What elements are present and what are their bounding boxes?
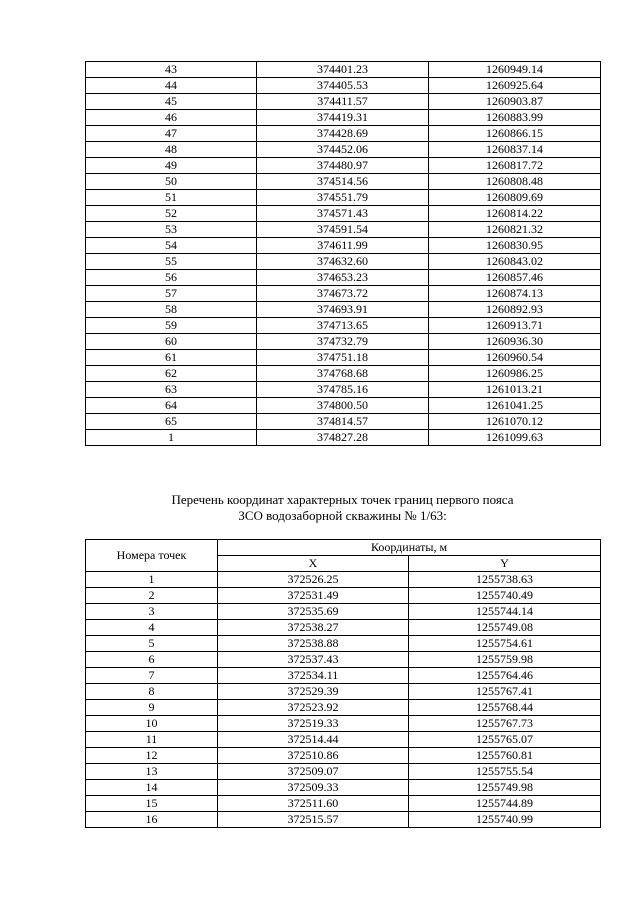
y-coordinate-cell: 1260913.71 (429, 318, 601, 334)
x-coordinate-cell: 374480.97 (257, 158, 429, 174)
x-coordinate-cell: 372529.39 (218, 684, 409, 700)
header-y: Y (409, 556, 601, 572)
point-number-cell: 48 (86, 142, 257, 158)
y-coordinate-cell: 1255765.07 (409, 732, 601, 748)
point-number-cell: 15 (86, 796, 218, 812)
y-coordinate-cell: 1260821.32 (429, 222, 601, 238)
y-coordinate-cell: 1260830.95 (429, 238, 601, 254)
y-coordinate-cell: 1261070.12 (429, 414, 601, 430)
x-coordinate-cell: 374653.23 (257, 270, 429, 286)
y-coordinate-cell: 1255760.81 (409, 748, 601, 764)
table-row (86, 206, 601, 222)
table-row (86, 142, 601, 158)
point-number-cell: 43 (86, 62, 257, 78)
point-number-cell: 59 (86, 318, 257, 334)
point-number-cell: 45 (86, 94, 257, 110)
y-coordinate-cell: 1260874.13 (429, 286, 601, 302)
point-number-cell: 58 (86, 302, 257, 318)
point-number-cell: 52 (86, 206, 257, 222)
x-coordinate-cell: 374551.79 (257, 190, 429, 206)
point-number-cell: 65 (86, 414, 257, 430)
y-coordinate-cell: 1260814.22 (429, 206, 601, 222)
x-coordinate-cell: 372509.07 (218, 764, 409, 780)
y-coordinate-cell: 1261013.21 (429, 382, 601, 398)
table-row (86, 636, 601, 652)
point-number-cell: 51 (86, 190, 257, 206)
point-number-cell: 61 (86, 350, 257, 366)
y-coordinate-cell: 1255754.61 (409, 636, 601, 652)
table-row (86, 796, 601, 812)
y-coordinate-cell: 1260903.87 (429, 94, 601, 110)
table-row (86, 126, 601, 142)
y-coordinate-cell: 1260883.99 (429, 110, 601, 126)
x-coordinate-cell: 374571.43 (257, 206, 429, 222)
header-point-numbers: Номера точек (86, 540, 218, 572)
point-number-cell: 54 (86, 238, 257, 254)
point-number-cell: 3 (86, 604, 218, 620)
table-row (86, 620, 601, 636)
table-row (86, 270, 601, 286)
x-coordinate-cell: 372537.43 (218, 652, 409, 668)
y-coordinate-cell: 1255740.99 (409, 812, 601, 828)
x-coordinate-cell: 372535.69 (218, 604, 409, 620)
table-row (86, 572, 601, 588)
y-coordinate-cell: 1260892.93 (429, 302, 601, 318)
y-coordinate-cell: 1255749.98 (409, 780, 601, 796)
x-coordinate-cell: 372538.88 (218, 636, 409, 652)
y-coordinate-cell: 1255749.08 (409, 620, 601, 636)
point-number-cell: 55 (86, 254, 257, 270)
x-coordinate-cell: 374411.57 (257, 94, 429, 110)
y-coordinate-cell: 1260843.02 (429, 254, 601, 270)
x-coordinate-cell: 374419.31 (257, 110, 429, 126)
x-coordinate-cell: 374814.57 (257, 414, 429, 430)
point-number-cell: 62 (86, 366, 257, 382)
table-row (86, 254, 601, 270)
table-row (86, 94, 601, 110)
x-coordinate-cell: 372523.92 (218, 700, 409, 716)
x-coordinate-cell: 374751.18 (257, 350, 429, 366)
point-number-cell: 63 (86, 382, 257, 398)
table-header (86, 540, 601, 572)
x-coordinate-cell: 374401.23 (257, 62, 429, 78)
x-coordinate-cell: 374611.99 (257, 238, 429, 254)
y-coordinate-cell: 1255744.89 (409, 796, 601, 812)
table-row (86, 158, 601, 174)
point-number-cell: 64 (86, 398, 257, 414)
point-number-cell: 14 (86, 780, 218, 796)
caption-line-1: Перечень координат характерных точек границ первого пояса (171, 492, 514, 507)
point-number-cell: 10 (86, 716, 218, 732)
y-coordinate-cell: 1260936.30 (429, 334, 601, 350)
y-coordinate-cell: 1255740.49 (409, 588, 601, 604)
table-row (86, 414, 601, 430)
table-row (86, 78, 601, 94)
point-number-cell: 12 (86, 748, 218, 764)
table-caption (85, 492, 600, 524)
header-coordinates: Координаты, м (218, 540, 601, 556)
table-row (86, 334, 601, 350)
x-coordinate-cell: 372510.86 (218, 748, 409, 764)
x-coordinate-cell: 374800.50 (257, 398, 429, 414)
point-number-cell: 1 (86, 430, 257, 446)
point-number-cell: 49 (86, 158, 257, 174)
x-coordinate-cell: 374428.69 (257, 126, 429, 142)
x-coordinate-cell: 374827.28 (257, 430, 429, 446)
x-coordinate-cell: 372511.60 (218, 796, 409, 812)
coordinates-table-continued-body (86, 62, 601, 446)
table-row (86, 286, 601, 302)
y-coordinate-cell: 1255767.41 (409, 684, 601, 700)
x-coordinate-cell: 372519.33 (218, 716, 409, 732)
table-row (86, 700, 601, 716)
x-coordinate-cell: 374713.65 (257, 318, 429, 334)
x-coordinate-cell: 372531.49 (218, 588, 409, 604)
header-x: X (218, 556, 409, 572)
y-coordinate-cell: 1260986.25 (429, 366, 601, 382)
table-row (86, 62, 601, 78)
x-coordinate-cell: 374514.56 (257, 174, 429, 190)
point-number-cell: 1 (86, 572, 218, 588)
table-row (86, 302, 601, 318)
y-coordinate-cell: 1261099.63 (429, 430, 601, 446)
x-coordinate-cell: 374673.72 (257, 286, 429, 302)
point-number-cell: 57 (86, 286, 257, 302)
point-number-cell: 7 (86, 668, 218, 684)
table-row (86, 764, 601, 780)
point-number-cell: 47 (86, 126, 257, 142)
table-row (86, 604, 601, 620)
y-coordinate-cell: 1260837.14 (429, 142, 601, 158)
table-row (86, 684, 601, 700)
table-row (86, 652, 601, 668)
y-coordinate-cell: 1260808.48 (429, 174, 601, 190)
point-number-cell: 46 (86, 110, 257, 126)
x-coordinate-cell: 372538.27 (218, 620, 409, 636)
y-coordinate-cell: 1255764.46 (409, 668, 601, 684)
table-row (86, 398, 601, 414)
point-number-cell: 60 (86, 334, 257, 350)
x-coordinate-cell: 374785.16 (257, 382, 429, 398)
first-zone-coordinates-table (85, 539, 601, 828)
table-row (86, 748, 601, 764)
y-coordinate-cell: 1260866.15 (429, 126, 601, 142)
y-coordinate-cell: 1255767.73 (409, 716, 601, 732)
table-row (86, 366, 601, 382)
y-coordinate-cell: 1260809.69 (429, 190, 601, 206)
y-coordinate-cell: 1260949.14 (429, 62, 601, 78)
table-row (86, 780, 601, 796)
table-row (86, 812, 601, 828)
x-coordinate-cell: 374632.60 (257, 254, 429, 270)
table-row (86, 732, 601, 748)
point-number-cell: 5 (86, 636, 218, 652)
point-number-cell: 6 (86, 652, 218, 668)
x-coordinate-cell: 374405.53 (257, 78, 429, 94)
point-number-cell: 56 (86, 270, 257, 286)
table-row (86, 716, 601, 732)
x-coordinate-cell: 372534.11 (218, 668, 409, 684)
x-coordinate-cell: 372509.33 (218, 780, 409, 796)
caption-line-2: ЗСО водозаборной скважины № 1/63: (238, 508, 447, 523)
table-row (86, 174, 601, 190)
table-row (86, 382, 601, 398)
y-coordinate-cell: 1260925.64 (429, 78, 601, 94)
point-number-cell: 16 (86, 812, 218, 828)
x-coordinate-cell: 374768.68 (257, 366, 429, 382)
point-number-cell: 50 (86, 174, 257, 190)
table-row (86, 318, 601, 334)
point-number-cell: 11 (86, 732, 218, 748)
coordinates-table-continued (85, 61, 601, 446)
point-number-cell: 8 (86, 684, 218, 700)
y-coordinate-cell: 1260960.54 (429, 350, 601, 366)
y-coordinate-cell: 1260857.46 (429, 270, 601, 286)
y-coordinate-cell: 1255755.54 (409, 764, 601, 780)
table-row (86, 190, 601, 206)
point-number-cell: 2 (86, 588, 218, 604)
table-row (86, 350, 601, 366)
table-row (86, 668, 601, 684)
table-row (86, 238, 601, 254)
y-coordinate-cell: 1255738.63 (409, 572, 601, 588)
x-coordinate-cell: 374452.06 (257, 142, 429, 158)
x-coordinate-cell: 374732.79 (257, 334, 429, 350)
y-coordinate-cell: 1261041.25 (429, 398, 601, 414)
point-number-cell: 53 (86, 222, 257, 238)
table-row (86, 588, 601, 604)
table-row (86, 222, 601, 238)
point-number-cell: 44 (86, 78, 257, 94)
x-coordinate-cell: 374591.54 (257, 222, 429, 238)
x-coordinate-cell: 372515.57 (218, 812, 409, 828)
x-coordinate-cell: 372514.44 (218, 732, 409, 748)
point-number-cell: 9 (86, 700, 218, 716)
table-row (86, 110, 601, 126)
y-coordinate-cell: 1255768.44 (409, 700, 601, 716)
x-coordinate-cell: 374693.91 (257, 302, 429, 318)
table-row (86, 430, 601, 446)
first-zone-coordinates-body (86, 572, 601, 828)
x-coordinate-cell: 372526.25 (218, 572, 409, 588)
point-number-cell: 4 (86, 620, 218, 636)
point-number-cell: 13 (86, 764, 218, 780)
y-coordinate-cell: 1260817.72 (429, 158, 601, 174)
y-coordinate-cell: 1255744.14 (409, 604, 601, 620)
y-coordinate-cell: 1255759.98 (409, 652, 601, 668)
